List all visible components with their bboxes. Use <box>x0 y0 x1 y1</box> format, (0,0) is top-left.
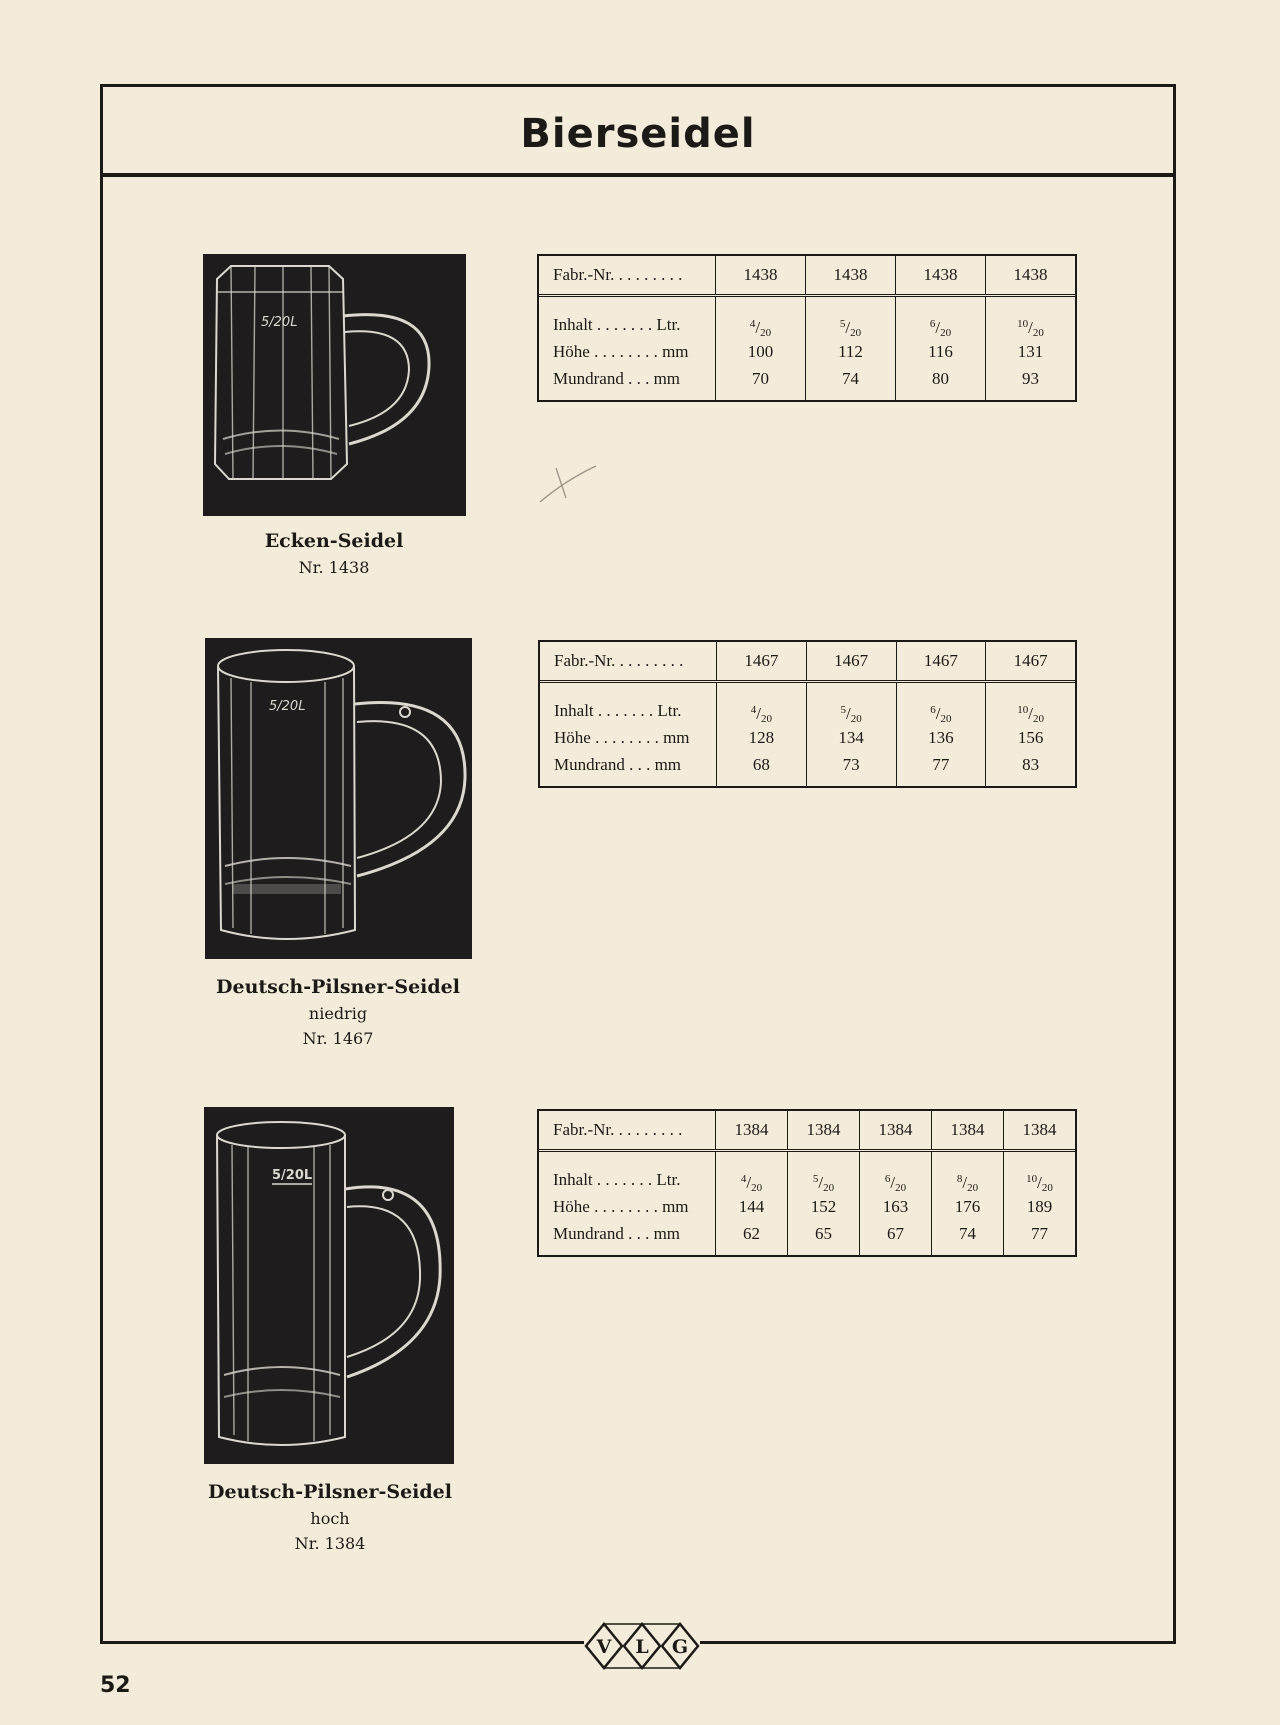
product-subtitle: niedrig <box>308 1004 368 1023</box>
fabr-cell: 1384 <box>931 1111 1003 1149</box>
label-hoehe: Höhe . . . . . . . . mm <box>553 342 689 361</box>
height-cell: 144 <box>738 1197 765 1216</box>
rim-cell: 74 <box>842 369 859 388</box>
product-name: Deutsch-Pilsner-Seidel <box>208 1481 452 1503</box>
rim-cell: 70 <box>752 369 769 388</box>
fabr-cell: 1384 <box>1003 1111 1075 1149</box>
capacity-cell: $^6/_{20}$ <box>884 1173 907 1194</box>
capacity-cell: $^8/_{20}$ <box>956 1173 979 1194</box>
fabr-cell: 1467 <box>716 642 806 680</box>
caption-pilsner-hoch <box>180 1481 480 1553</box>
fabr-cell: 1467 <box>806 642 896 680</box>
size-column <box>896 683 986 786</box>
spec-body <box>539 297 1075 400</box>
size-column <box>715 1152 787 1255</box>
size-column <box>985 297 1075 400</box>
spec-table-1438 <box>537 254 1077 402</box>
height-cell: 128 <box>748 728 775 747</box>
pencil-x-mark <box>538 462 600 506</box>
logo-letter-l: L <box>635 1636 649 1658</box>
rim-cell: 80 <box>932 369 949 388</box>
product-photo-ecken-seidel <box>203 254 466 516</box>
capacity-cell: $^6/_{20}$ <box>930 704 952 725</box>
size-column <box>787 1152 859 1255</box>
height-cell: 163 <box>882 1197 909 1216</box>
logo-letter-g: G <box>671 1636 689 1658</box>
spec-header-row <box>540 642 1075 683</box>
title-bar <box>103 87 1173 177</box>
caption-ecken-seidel <box>184 530 484 577</box>
label-fabr-nr: Fabr.-Nr. . . . . . . . . <box>553 265 683 284</box>
photo-capacity-mark: 5/20L <box>272 1168 313 1183</box>
capacity-cell: $^4/_{20}$ <box>750 704 772 725</box>
label-hoehe: Höhe . . . . . . . . mm <box>553 1197 689 1216</box>
rim-cell: 68 <box>752 755 770 774</box>
label-inhalt: Inhalt . . . . . . . Ltr. <box>553 315 681 334</box>
page-number: 52 <box>100 1673 131 1698</box>
label-inhalt: Inhalt . . . . . . . Ltr. <box>554 701 682 720</box>
size-column <box>985 683 1075 786</box>
capacity-cell: $^{10}/_{20}$ <box>1026 1173 1053 1194</box>
size-column <box>1003 1152 1075 1255</box>
caption-pilsner-niedrig <box>188 976 488 1048</box>
size-column <box>895 297 985 400</box>
label-fabr-nr: Fabr.-Nr. . . . . . . . . <box>554 651 684 670</box>
photo-capacity-mark: 5/20L <box>261 315 298 330</box>
product-photo-pilsner-hoch <box>204 1107 454 1464</box>
spec-table-1384 <box>537 1109 1077 1257</box>
spec-body <box>540 683 1075 786</box>
label-mundrand: Mundrand . . . mm <box>553 369 681 388</box>
label-mundrand: Mundrand . . . mm <box>554 755 682 774</box>
height-cell: 176 <box>954 1197 981 1216</box>
height-cell: 152 <box>810 1197 837 1216</box>
rim-cell: 67 <box>887 1224 904 1243</box>
mug-illustration <box>205 638 472 959</box>
size-column <box>805 297 895 400</box>
rim-cell: 83 <box>1022 755 1040 774</box>
fabr-cell: 1384 <box>715 1111 787 1149</box>
capacity-cell: $^5/_{20}$ <box>840 704 862 725</box>
fabr-cell: 1438 <box>985 256 1075 294</box>
rim-cell: 77 <box>932 755 950 774</box>
label-mundrand: Mundrand . . . mm <box>553 1224 681 1243</box>
capacity-cell: $^{10}/_{20}$ <box>1017 318 1044 339</box>
capacity-cell: $^5/_{20}$ <box>839 318 862 339</box>
capacity-cell: $^5/_{20}$ <box>812 1173 835 1194</box>
label-fabr-nr: Fabr.-Nr. . . . . . . . . <box>553 1120 683 1139</box>
height-cell: 189 <box>1026 1197 1053 1216</box>
height-cell: 136 <box>928 728 954 747</box>
rim-cell: 93 <box>1022 369 1039 388</box>
vlg-logo <box>584 1620 700 1672</box>
rim-cell: 77 <box>1031 1224 1048 1243</box>
height-cell: 131 <box>1017 342 1044 361</box>
rim-cell: 62 <box>743 1224 760 1243</box>
height-cell: 112 <box>838 342 863 361</box>
size-column <box>931 1152 1003 1255</box>
product-number: Nr. 1438 <box>298 558 370 577</box>
product-name: Deutsch-Pilsner-Seidel <box>216 976 460 998</box>
page-title: Bierseidel <box>520 111 756 157</box>
fabr-cell: 1438 <box>805 256 895 294</box>
fabr-cell: 1384 <box>787 1111 859 1149</box>
fabr-cell: 1438 <box>895 256 985 294</box>
capacity-cell: $^6/_{20}$ <box>929 318 952 339</box>
label-inhalt: Inhalt . . . . . . . Ltr. <box>553 1170 681 1189</box>
fabr-cell: 1467 <box>896 642 986 680</box>
fabr-cell: 1467 <box>985 642 1075 680</box>
spec-header-row <box>539 1111 1075 1152</box>
product-name: Ecken-Seidel <box>264 530 404 552</box>
mug-illustration <box>203 254 466 516</box>
rim-cell: 74 <box>959 1224 976 1243</box>
fabr-cell: 1438 <box>715 256 805 294</box>
height-cell: 156 <box>1017 728 1044 747</box>
capacity-cell: $^4/_{20}$ <box>749 318 772 339</box>
size-column <box>859 1152 931 1255</box>
mug-illustration <box>204 1107 454 1464</box>
fabr-cell: 1384 <box>859 1111 931 1149</box>
product-photo-pilsner-niedrig <box>205 638 472 959</box>
label-hoehe: Höhe . . . . . . . . mm <box>554 728 690 747</box>
capacity-cell: $^4/_{20}$ <box>740 1173 763 1194</box>
product-number: Nr. 1384 <box>294 1534 366 1553</box>
product-number: Nr. 1467 <box>302 1029 374 1048</box>
height-cell: 100 <box>747 342 774 361</box>
size-column <box>806 683 896 786</box>
spec-header-row <box>539 256 1075 297</box>
size-column <box>716 683 806 786</box>
rim-cell: 73 <box>842 755 860 774</box>
size-column <box>715 297 805 400</box>
logo-letter-v: V <box>596 1636 612 1658</box>
photo-capacity-mark: 5/20L <box>269 699 306 714</box>
spec-table-1467 <box>538 640 1077 788</box>
rim-cell: 65 <box>815 1224 832 1243</box>
height-cell: 134 <box>838 728 864 747</box>
height-cell: 116 <box>928 342 953 361</box>
spec-body <box>539 1152 1075 1255</box>
capacity-cell: $^{10}/_{20}$ <box>1017 704 1044 725</box>
product-subtitle: hoch <box>310 1509 350 1528</box>
